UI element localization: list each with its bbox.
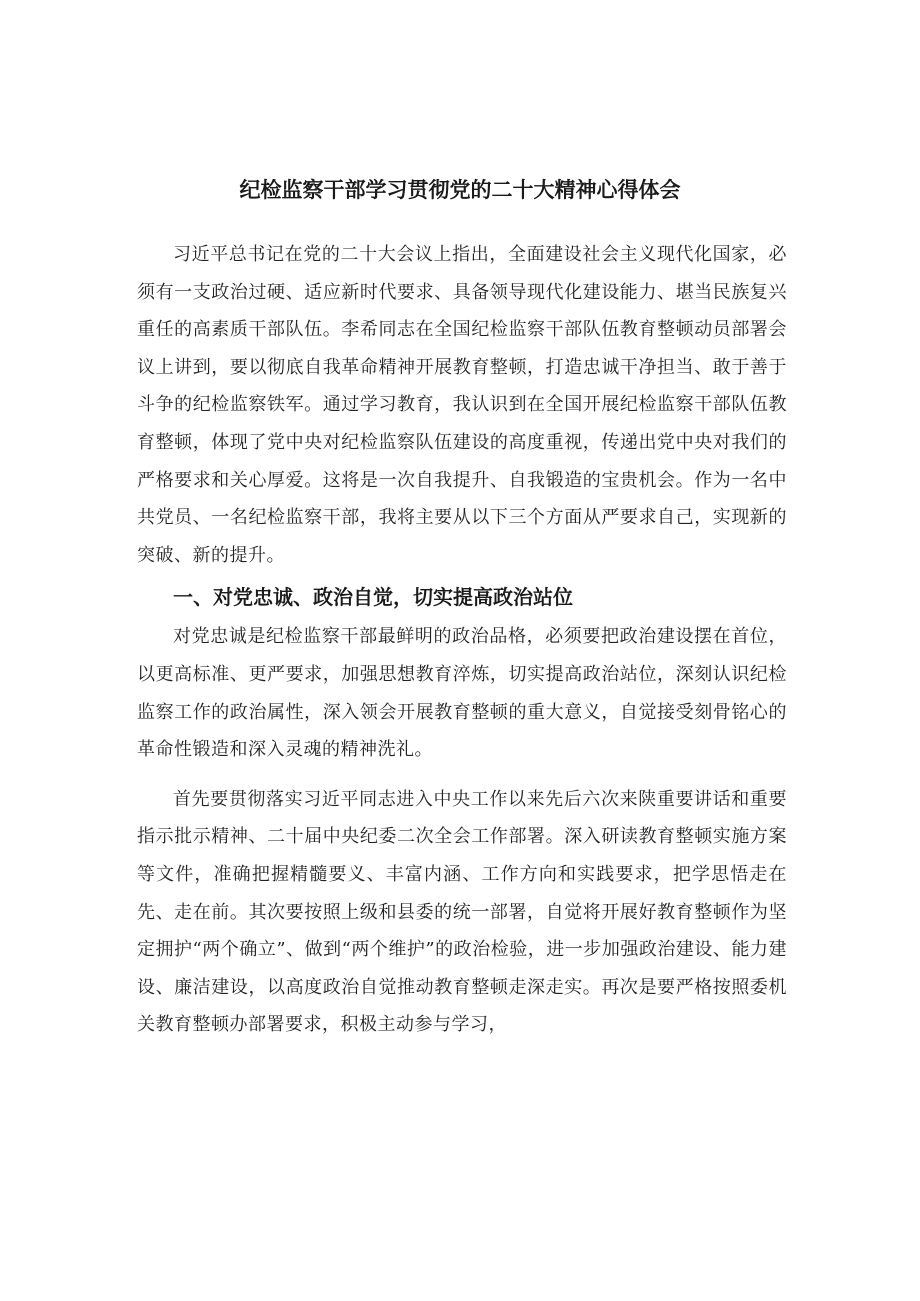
intro-paragraph: 习近平总书记在党的二十大会议上指出，全面建设社会主义现代化国家，必须有一支政治过硬、适应新时代要求、具备领导现代化建设能力、堪当民族复兴重任的高素质干部队伍。李希同志在全国纪检监察干部队伍教育整顿动员部署会议上讲到，要以彻底自我革命精神开展教育整顿，打造忠诚干净担当、敢于善于斗争的纪检监察铁军。通过学习教育，我认识到在全国开展纪检监察干部队伍教育整顿，体现了党中央对纪检监察队伍建设的高度重视，传递出党中央对我们的严格要求和关心厚爱。这将是一次自我提升、自我锻造的宝贵机会。作为一名中共党员、一名纪检监察干部，我将主要从以下三个方面从严要求自己，实现新的突破、新的提升。 bbox=[137, 244, 787, 566]
section-paragraph-2: 首先要贯彻落实习近平同志进入中央工作以来先后六次来陕重要讲话和重要指示批示精神、二十届中央纪委二次全会工作部署。深入研读教育整顿实施方案等文件，准确把握精髓要义、丰富内涵、工作方向和实践要求，把学思悟走在先、走在前。其次要按照上级和县委的统一部署，自觉将开展好教育整顿作为坚定拥护“两个确立”、做到“两个维护”的政治检验，进一步加强政治建设、能力建设、廉洁建设，以高度政治自觉推动教育整顿走深走实。再次是要严格按照委机关教育整顿办部署要求，积极主动参与学习， bbox=[137, 788, 787, 1036]
document-body bbox=[137, 236, 787, 1044]
paragraph-gap bbox=[137, 769, 787, 781]
document-title: 纪检监察干部学习贯彻党的二十大精神心得体会 bbox=[239, 178, 681, 202]
section-heading: 一、对党忠诚、政治自觉，切实提高政治站位 bbox=[173, 585, 573, 610]
section-paragraph-1: 对党忠诚是纪检监察干部最鲜明的政治品格，必须要把政治建设摆在首位，以更高标准、更严要求，加强思想教育淬炼，切实提高政治站位，深刻认识纪检监察工作的政治属性，深入领会开展教育整顿的重大意义，自觉接受刻骨铭心的革命性锻造和深入灵魂的精神洗礼。 bbox=[137, 626, 787, 761]
